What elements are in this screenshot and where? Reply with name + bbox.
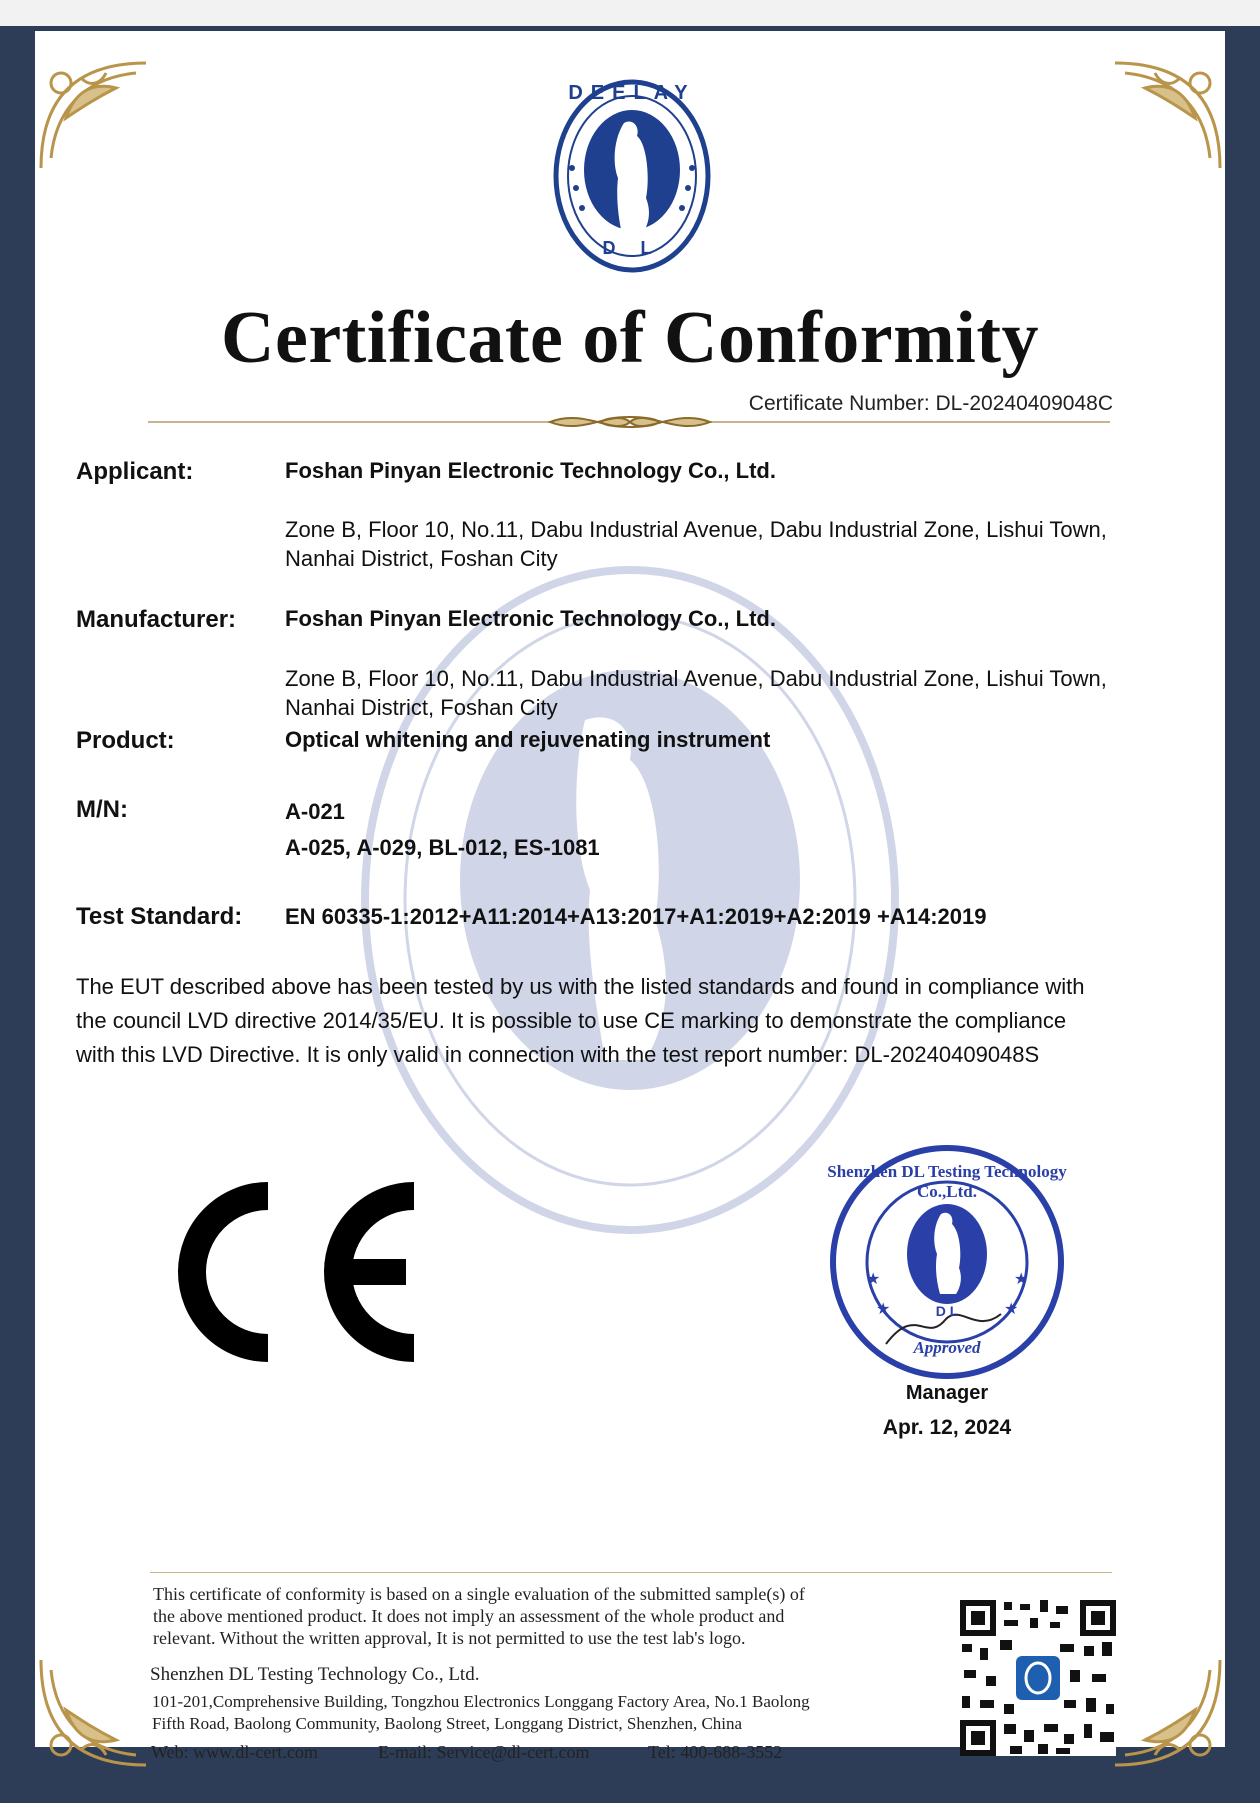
corner-ornament-icon xyxy=(1110,1655,1225,1770)
disclaimer-line: the above mentioned product. It does not imply an assessment of the whole product and xyxy=(153,1606,785,1626)
footer-divider xyxy=(150,1572,1112,1573)
test-standard-value: EN 60335-1:2012+A11:2014+A13:2017+A1:2019+A2:2019 +A14:2019 xyxy=(285,904,987,929)
mn-value-line2: A-025, A-029, BL-012, ES-1081 xyxy=(285,835,600,860)
compliance-statement xyxy=(76,970,1186,1072)
mn-value-line1: A-021 xyxy=(285,799,345,824)
footer-address-line: 101-201,Comprehensive Building, Tongzhou Electronics Longgang Factory Area, No.1 Baolong xyxy=(152,1692,810,1711)
qr-code-icon xyxy=(960,1600,1116,1756)
signatory-role: Manager xyxy=(905,1382,989,1404)
stamp-ring-text: Shenzhen DL Testing Technology Co.,Ltd. xyxy=(827,1162,1067,1201)
logo-bottom-text: D L xyxy=(602,238,662,258)
product-value: Optical whitening and rejuvenating instrument xyxy=(285,727,771,752)
footer-disclaimer xyxy=(153,1583,805,1649)
svg-text:★: ★ xyxy=(1014,1271,1029,1288)
manufacturer-name: Foshan Pinyan Electronic Technology Co., Ltd. xyxy=(285,606,776,631)
certificate-title: Certificate of Conformity xyxy=(221,297,1039,379)
statement-line: with this LVD Directive. It is only valid in connection with the test report number: DL-20240409048S xyxy=(76,1042,1040,1067)
footer-web: Web: www.dl-cert.com xyxy=(151,1742,318,1762)
certificate-number: Certificate Number: DL-20240409048C xyxy=(748,392,1113,415)
svg-text:★: ★ xyxy=(866,1271,881,1288)
mn-label: M/N: xyxy=(76,796,128,823)
footer-address-line: Fifth Road, Baolong Community, Baolong Street, Longgang District, Shenzhen, China xyxy=(152,1714,743,1733)
corner-ornament-icon xyxy=(36,58,151,173)
stamp-approved-text: Approved xyxy=(913,1338,981,1357)
footer-address xyxy=(152,1691,810,1735)
manufacturer-label: Manufacturer: xyxy=(76,606,237,633)
ce-mark-icon xyxy=(168,1182,418,1362)
signature-date: Apr. 12, 2024 xyxy=(882,1416,1012,1439)
disclaimer-line: This certificate of conformity is based on a single evaluation of the submitted sample(s) of xyxy=(153,1584,805,1604)
statement-line: the council LVD directive 2014/35/EU. It is possible to use CE marking to demonstrate the compliance xyxy=(76,1008,1067,1033)
footer-email: E-mail: Service@dl-cert.com xyxy=(378,1742,590,1762)
disclaimer-line: relevant. Without the written approval, It is not permitted to use the test lab's logo. xyxy=(153,1628,746,1648)
svg-text:★: ★ xyxy=(1004,1301,1019,1318)
divider-ornament-icon xyxy=(545,410,715,434)
watermark-logo-icon xyxy=(355,560,905,1240)
corner-ornament-icon xyxy=(1110,58,1225,173)
applicant-name: Foshan Pinyan Electronic Technology Co., Ltd. xyxy=(285,458,776,483)
manufacturer-address-line1: Zone B, Floor 10, No.11, Dabu Industrial Avenue, Dabu Industrial Zone, Lishui Town, xyxy=(285,666,1107,691)
test-standard-label: Test Standard: xyxy=(76,903,243,930)
applicant-label: Applicant: xyxy=(76,458,194,485)
footer-tel: Tel: 400-688-3552 xyxy=(648,1742,783,1762)
applicant-address-line2: Nanhai District, Foshan City xyxy=(285,546,558,571)
corner-ornament-icon xyxy=(36,1655,151,1770)
logo-top-text: DEELAY xyxy=(568,82,696,104)
manufacturer-address-line2: Nanhai District, Foshan City xyxy=(285,695,558,720)
stamp-center-text: D L xyxy=(935,1303,959,1319)
statement-line: The EUT described above has been tested by us with the listed standards and found in compliance with xyxy=(76,974,1085,999)
product-label: Product: xyxy=(76,727,175,754)
footer-company-name: Shenzhen DL Testing Technology Co., Ltd. xyxy=(150,1664,480,1685)
svg-text:★: ★ xyxy=(876,1301,891,1318)
applicant-address-line1: Zone B, Floor 10, No.11, Dabu Industrial Avenue, Dabu Industrial Zone, Lishui Town, xyxy=(285,517,1107,542)
